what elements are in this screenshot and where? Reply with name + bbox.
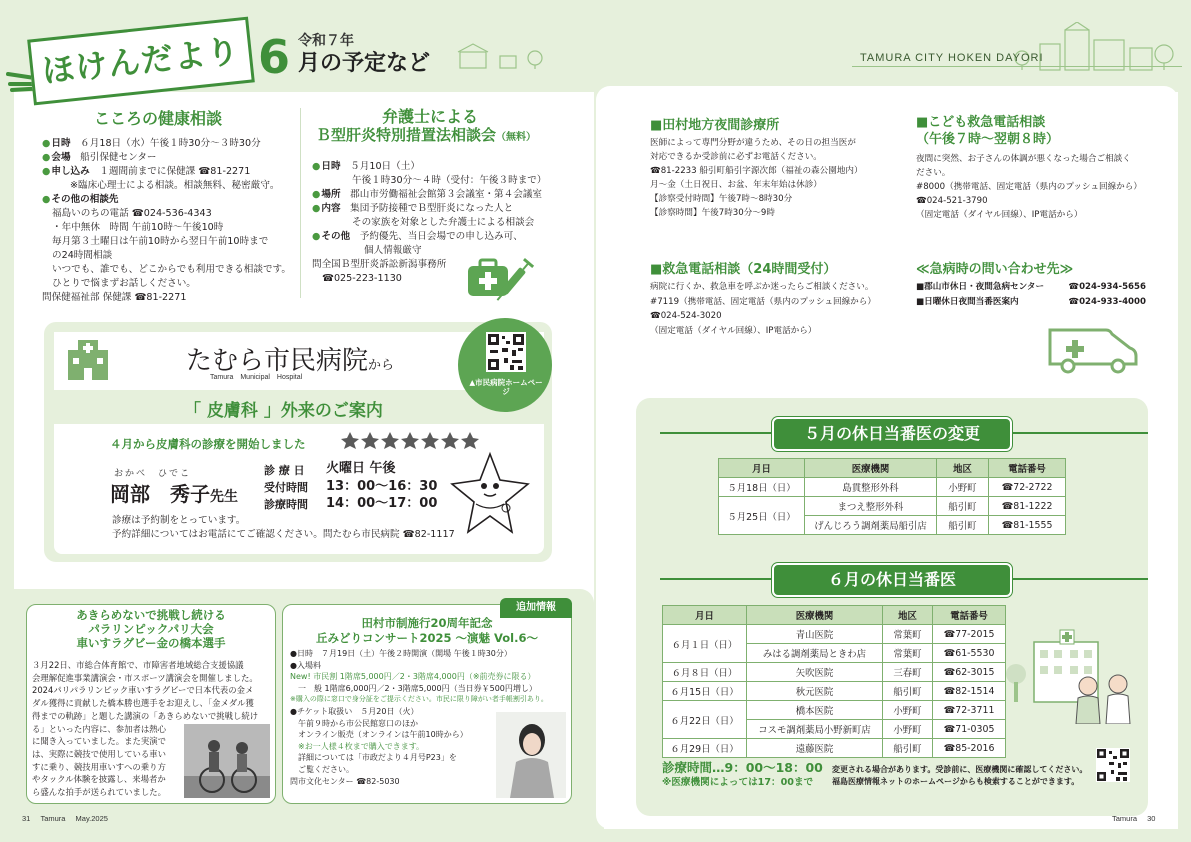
cell-tel: ☎72-2722 [989,478,1066,497]
concert-line: ※購入の際に窓口で身分証をご提示ください。市民に限り障がい者手帳割引あり。 [290,695,548,704]
footer-page-number: 31 [22,814,31,823]
emergency-contact-item [916,280,1146,295]
kokoro-label: その他の相談先 [51,194,119,205]
hospital-building-icon [64,338,112,382]
lawyer-contact: 問全国Ｂ型肝炎訴訟新潟事務所 [312,259,447,270]
para-title [26,608,276,650]
lawyer-label: 内容 [321,203,341,214]
qr-code-icon[interactable] [1096,748,1130,782]
concert-line: 午前９時から市公民館窓口のほか [298,718,418,728]
may-change-table [718,458,1066,535]
lawyer-label: その他 [321,231,351,242]
reception-label: 受付時間 [264,481,308,494]
day-value: 火曜日 午後 [326,461,396,476]
kids-call-line: ☎024-521-3790 [916,196,988,206]
kids-call-line: 夜間に突然、お子さんの体調が悪くなった場合ご相談く [916,154,1131,164]
cell-date: ６月29日（日） [663,739,747,758]
kids-call-line: #8000（携帯電話、固定電話（県内のプッシュ回線から） [916,182,1142,192]
cell-tel: ☎82-1514 [933,682,1006,701]
kokoro-label: 日時 [51,138,71,149]
cell-date: ５月18日（日） [719,478,805,497]
kokoro-body [42,137,292,305]
lawyer-tel: ☎025-223-1130 [322,273,402,284]
doctor-name [110,478,238,507]
cell-area: 小野町 [937,478,989,497]
lawyer-line: 郡山市労働福祉会館第３会議室・第４会議室 [350,189,543,200]
wheelchair-rugby-photo [184,724,270,798]
table-row [663,682,1006,701]
cell-date: ６月８日（日） [663,663,747,682]
hospital-name-suffix: から [368,358,395,373]
hospital-name-en: Tamura Municipal Hospital [210,374,303,381]
june-title: ６月の休日当番医 [772,563,1012,597]
emergency-contacts-title: ≪急病時の問い合わせ先≫ [916,262,1074,277]
notice-line: 変更される場合があります。受診前に、医療機関に確認してください。 [832,765,1088,774]
cell-name: 矢吹医院 [747,663,883,682]
footer-right [1112,814,1155,823]
para-line: ダル獲得に貢献した橋本勝也選手をお迎えし、「金メダル獲 [32,698,254,709]
cell-tel: ☎61-5530 [933,644,1006,663]
hospital-name-text: たむら市民病院 [186,346,369,376]
lawyer-line: ５月10日（土） [350,161,420,172]
night-clinic-title: ■田村地方夜間診療所 [650,118,780,133]
doctor-title: 先生 [210,489,238,505]
contact-name: ■郡山市休日・夜間急病センター [916,282,1045,292]
cell-area: 船引町 [937,516,989,535]
table-header: 電話番号 [989,459,1066,478]
concert-line: New! 市民割 1階席5,000円／2・3階席4,000円（※前売券に限る） [290,672,536,682]
para-title-line: パラリンピックパリ大会 [88,622,214,636]
character-faces-icon [340,430,480,450]
para-line: は、実際に競技で使用している車い [32,748,166,759]
cell-name: みはる調剤薬局ときわ店 [747,644,883,663]
town-skyline-icon [1010,22,1180,72]
table-header: 地区 [883,606,933,625]
table-row [663,625,1006,644]
lawyer-line: 午後１時30分～４時（受付：午後３時まで） [352,175,547,186]
para-line: に聞き入っていました。また実演で [32,736,166,747]
june-hours: 診療時間…9：00～18：00 [662,760,823,775]
hours-label: 診療時間 [264,498,308,511]
cell-name: げんじろう調剤薬局船引店 [805,516,937,535]
hours-value: 14：00～17：00 [326,496,438,511]
night-clinic-line: ☎81-2233 船引町船引字源次郎（福祉の森公園地内） [650,166,863,176]
hospital-heading: 「 皮膚科 」外来のご案内 [184,401,383,421]
schedule-values [326,460,437,513]
cell-area: 常葉町 [883,625,933,644]
cell-area: 船引町 [937,497,989,516]
concert-title-line: 丘みどりコンサート2025 ～演魅 Vol.6～ [316,631,538,645]
concert-line: ●日時 ７月19日（土）午後２時開演（開場 午後１時30分） [290,649,512,658]
para-line: る」といった内容に、参加者は熱心 [32,723,166,734]
footer-date: May.2025 [75,814,108,823]
concert-contact: 問市文化センター ☎82-5030 [290,776,400,786]
hospital-sub: ４月から皮膚科の診療を開始しました [110,437,306,451]
emergency-contacts-list [916,280,1146,310]
june-notice [832,764,1087,788]
cell-name: 秋元医院 [747,682,883,701]
cell-date: ６月１日（日） [663,625,747,663]
emergency-call-body [650,280,900,338]
cell-area: 三春町 [883,663,933,682]
kokoro-line: の24時間相談 [52,250,113,261]
hospital-note: 予約詳細についてはお電話にてご確認ください。 [112,529,323,540]
notice-line: 福島医療情報ネットのホームページからも検索することができます。 [832,777,1080,786]
kokoro-line: いつでも、誰でも、どこからでも利用できる相談です。 [52,264,291,275]
kokoro-line: ・年中無休 時間 午前10時～午後10時 [52,222,224,233]
kokoro-line: 福島いのちの電話 ☎024-536-4343 [52,208,212,219]
table-header: 月日 [663,606,747,625]
cell-tel: ☎62-3015 [933,663,1006,682]
para-line: ら盛んな拍手が送られていました。 [32,787,166,798]
contact-name: ■日曜休日夜間当番医案内 [916,297,1019,307]
cell-name: まつえ整形外科 [805,497,937,516]
schedule-labels [264,462,308,513]
kokoro-line: ひとりで悩まずお話しください。 [52,278,196,289]
concert-line: ※お一人様４枚まで購入できます。 [298,741,425,751]
para-line: やタックル体験を披露し、来場者か [32,774,166,785]
para-title-line: 車いすラグビー金の橋本選手 [76,636,226,650]
cell-tel: ☎81-1555 [989,516,1066,535]
concert-title-line: 田村市制施行20周年記念 [361,616,493,630]
kokoro-line: ６月18日（水）午後１時30分～３時30分 [80,138,261,149]
may-change-title: ５月の休日当番医の変更 [772,417,1012,451]
qr-code-icon[interactable] [486,332,526,372]
background-strip [1178,92,1191,832]
additional-info-badge: 追加情報 [500,598,572,618]
lawyer-title-1: 弁護士による [382,107,479,126]
kokoro-contact: 問保健福祉部 保健課 ☎81-2271 [42,292,187,303]
lawyer-line: 予約優先、当日会場での申し込み可、 [359,231,523,242]
day-label: 診 療 日 [264,464,305,477]
header-rule [852,66,1182,67]
concert-line: ご覧ください。 [298,764,354,774]
kokoro-line: ※臨床心理士による相談。相談無料、秘密厳守。 [70,180,280,191]
cell-area: 小野町 [883,720,933,739]
concert-line: 一 般 1階席6,000円／2・3階席5,000円（当日券￥500円増し） [290,683,537,693]
building-icon [440,40,560,70]
lawyer-line: その家族を対象とした弁護士による相談会 [352,217,535,228]
kokoro-line: 毎月第３土曜日は午前10時から翌日午前10時まで [52,236,269,247]
cell-tel: ☎72-3711 [933,701,1006,720]
hospital-notes [112,514,455,542]
kids-call-title-line: （午後７時～翌朝８時） [916,132,1060,147]
kids-call-title [916,114,1059,148]
kokoro-title: こころの健康相談 [94,109,223,128]
background-strip [0,92,14,832]
concert-line: オンライン販売（オンラインは午前10時から） [298,730,468,740]
reception-value: 13：00～16：30 [326,478,438,494]
cell-date: ５月25日（日） [719,497,805,535]
table-header: 医療機関 [805,459,937,478]
hospital-staff-illustration [1004,624,1144,724]
table-header: 電話番号 [933,606,1006,625]
cell-tel: ☎71-0305 [933,720,1006,739]
concert-line: ●入場料 [290,660,321,670]
lawyer-title-2 [316,124,536,145]
concert-line: 詳細については「市政だより４月号P23」を [298,753,457,763]
kids-call-body [916,152,1166,222]
emergency-call-line: 病院に行くか、救急車を呼ぶか迷ったらご相談ください。 [650,282,874,292]
para-line: ３月22日、市総合体育館で、市障害者地域総合支援協議 [32,660,244,670]
lawyer-free-label: （無料） [496,132,537,143]
kids-call-line: ださい。 [916,168,951,178]
lawyer-title-text: Ｂ型肝炎特別措置法相談会 [316,126,497,144]
kokoro-label: 申し込み [51,166,90,177]
qr-label: ▲市民病院ホームページ [469,378,543,396]
emergency-call-line: ☎024-524-3020 [650,311,722,321]
lawyer-line: 集団予防接種でＢ型肝炎になった人と [350,203,514,214]
night-clinic-line: 対応できるか受診前に必ずお電話ください。 [650,152,822,162]
lawyer-line: 個人情報厳守 [364,245,422,256]
table-header-row [663,606,1006,625]
concert-line: ●チケット取扱い ５月20日（火） [290,706,419,716]
singer-photo [496,712,566,798]
cell-tel: ☎85-2016 [933,739,1006,758]
table-row [663,701,1006,720]
cell-tel: ☎77-2015 [933,625,1006,644]
para-title-line: あきらめないで挑戦し続ける [76,608,226,622]
kokoro-line: １週間前までに保健課 ☎81-2271 [99,166,251,177]
lawyer-label: 場所 [321,189,341,200]
emergency-contact-item [916,295,1146,310]
hospital-contact: 問たむら市民病院 ☎82-1117 [322,529,455,540]
kids-call-title-line: ■こども救急電話相談 [916,115,1046,130]
concert-title [282,616,572,646]
kokoro-label: 会場 [51,152,71,163]
para-line: 2024パリパラリンピック車いすラグビーで日本代表の金メ [32,685,254,696]
night-clinic-line: 月～金（土日祝日、お盆、年末年始は休診） [650,180,822,190]
cell-name: 島貫整形外科 [805,478,937,497]
cell-name: 青山医院 [747,625,883,644]
cell-area: 小野町 [883,701,933,720]
table-header: 医療機関 [747,606,883,625]
contact-tel: ☎024-933-4000 [1068,297,1146,307]
para-line: すに乗り、競技用車いすへの乗り方 [32,761,166,772]
june-hours-note: ※医療機関によっては17：00まで [662,777,814,788]
footer-brand: Tamura [40,814,66,823]
doctor-kana: おかべ ひでこ [114,469,192,479]
night-clinic-line: 【診察時間】午後7時30分～9時 [650,208,775,218]
table-header-row [719,459,1066,478]
emergency-call-title: ■救急電話相談（24時間受付） [650,262,837,277]
cell-name: コスモ調剤薬局小野新町店 [747,720,883,739]
cell-area: 船引町 [883,739,933,758]
medical-kit-icon [466,256,546,306]
title-era: 令和７年 [298,33,354,49]
cell-area: 常葉町 [883,644,933,663]
cell-name: 橋本医院 [747,701,883,720]
doctor-name-text: 岡部 秀子 [110,482,210,506]
mascot-doctor-icon [448,450,532,546]
title-month: 6 [258,30,291,84]
lawyer-label: 日時 [321,161,341,172]
kids-call-line: （固定電話（ダイヤル回線）、IP電話から） [916,210,1083,220]
table-row [663,663,1006,682]
cell-date: ６月22日（日） [663,701,747,739]
table-header: 月日 [719,459,805,478]
page-title: ほけんだより [40,31,242,91]
night-clinic-body [650,136,900,220]
emergency-call-line: （固定電話（ダイヤル回線）、IP電話から） [650,325,817,336]
brand-label: TAMURA CITY HOKEN DAYORI [860,52,1044,64]
footer-page-number: 30 [1147,814,1156,823]
contact-tel: ☎024-934-5656 [1068,282,1146,292]
title-subtitle: 月の予定など [298,51,431,76]
para-line: 会理解促進事業講演会・市スポーツ講演会を開催しました。 [32,672,258,683]
kokoro-line: 船引保健センター [80,152,157,163]
cell-name: 遠藤医院 [747,739,883,758]
footer-left [22,814,108,823]
table-header: 地区 [937,459,989,478]
table-row [719,497,1066,516]
footer-brand: Tamura [1112,814,1138,823]
hospital-note: 診療は予約制をとっています。 [112,515,246,526]
emergency-call-line: #7119（携帯電話、固定電話（県内のプッシュ回線から） [650,296,876,307]
divider [300,108,301,298]
cell-tel: ☎81-1222 [989,497,1066,516]
night-clinic-line: 【診察受付時間】午後7時～8時30分 [650,194,793,204]
para-line: 得までの軌跡」と題した講演の「あきらめないで挑戦し続け [32,710,259,721]
ambulance-icon [1046,320,1140,374]
table-row [663,739,1006,758]
cell-area: 船引町 [883,682,933,701]
cell-date: ６月15日（日） [663,682,747,701]
table-row [719,478,1066,497]
night-clinic-line: 医師によって専門分野が違うため、その日の担当医が [650,138,856,148]
june-table [662,605,1006,758]
